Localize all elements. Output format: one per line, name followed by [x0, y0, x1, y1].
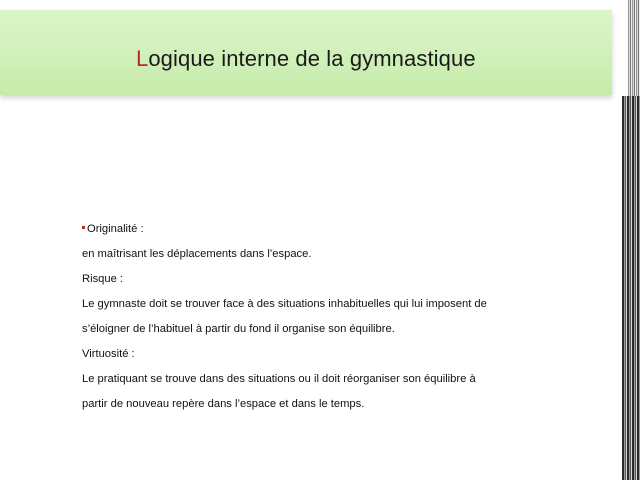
list-item — [82, 394, 582, 419]
border-stripes-top — [628, 0, 640, 96]
decorative-border — [618, 0, 640, 480]
border-stripes — [622, 96, 640, 480]
bullet-icon — [82, 226, 85, 229]
body-line: Le pratiquant se trouve dans des situations ou il doit réorganiser son équilibre à — [82, 373, 476, 385]
list-item — [82, 369, 582, 394]
list-item — [82, 344, 582, 369]
title-rest: ogique interne de la gymnastique — [148, 46, 476, 71]
body-line-risque: Risque : — [82, 273, 124, 285]
slide-title — [136, 46, 476, 72]
title-first-letter: L — [136, 46, 149, 71]
list-item — [82, 269, 582, 294]
list-item — [82, 319, 582, 344]
body-line: partir de nouveau repère dans l’espace et dans le temps. — [82, 398, 365, 410]
body-line: en maîtrisant les déplacements dans l’espace. — [82, 248, 312, 260]
list-item — [82, 219, 582, 244]
slide-body — [82, 219, 582, 419]
body-line: Le gymnaste doit se trouver face à des situations inhabituelles qui lui imposent de — [82, 298, 487, 310]
title-bar — [0, 10, 612, 95]
body-line-originalite: Originalité : — [87, 223, 144, 235]
body-line-virtuosite: Virtuosité : — [82, 348, 135, 360]
list-item — [82, 294, 582, 319]
body-line: s’éloigner de l’habituel à partir du fond il organise son équilibre. — [82, 323, 395, 335]
list-item — [82, 244, 582, 269]
